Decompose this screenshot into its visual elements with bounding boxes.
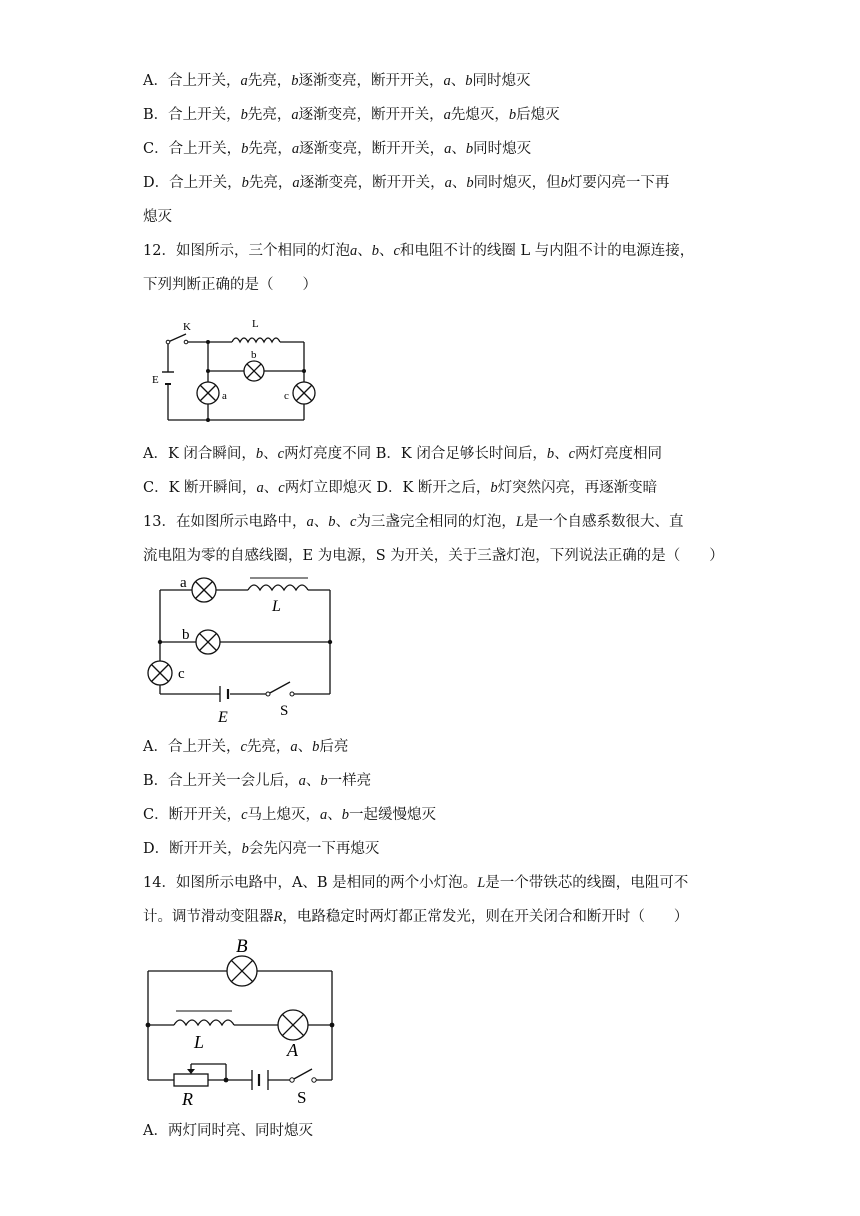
label-a: A — [287, 1040, 298, 1060]
q13-circuit-diagram — [140, 570, 340, 730]
lamp-b-icon — [227, 956, 257, 986]
label-a: a — [222, 390, 227, 402]
junction-dot — [146, 1023, 151, 1028]
q12-stem: 12．如图所示，三个相同的灯泡a、b、c和电阻不计的线圈 L 与内阻不计的电源连接， — [143, 243, 695, 259]
q13-stem: 13．在如图所示电路中，a、b、c为三盏完全相同的灯泡，L是一个自感系数很大、直 — [143, 514, 684, 530]
q14-stem: 14．如图所示电路中，A、B 是相同的两个小灯泡。L是一个带铁芯的线圈，电阻可不 — [143, 875, 689, 891]
q13-option-c: C．断开开关，c马上熄灭，a、b一起缓慢熄灭 — [143, 807, 437, 823]
rheostat-arrow-icon — [187, 1069, 195, 1074]
lamp-b-icon — [244, 361, 264, 381]
q13-stem-continued: 流电阻为零的自感线圈，E 为电源，S 为开关，关于三盏灯泡，下列说法正确的是（ ） — [143, 548, 724, 564]
switch-contact-icon — [290, 1078, 294, 1082]
junction-dot — [302, 369, 306, 373]
q11-option-d-continued: 熄灭 — [143, 209, 172, 225]
q11-option-a: A．合上开关，a先亮，b逐渐变亮，断开开关，a、b同时熄灭 — [143, 73, 531, 89]
label-b: b — [251, 349, 257, 361]
label-c: c — [178, 666, 185, 682]
label-l: L — [194, 1032, 205, 1052]
q13-option-b: B．合上开关一会儿后，a、b一样亮 — [143, 773, 372, 789]
junction-dot — [206, 369, 210, 373]
switch-contact-icon — [184, 340, 188, 344]
q12-circuit-diagram — [140, 310, 330, 425]
label-l: L — [252, 318, 259, 330]
label-s: S — [297, 1088, 307, 1105]
label-l: L — [272, 598, 281, 615]
q12-options-cd: C．K 断开瞬间，a、c两灯立即熄灭 D．K 断开之后，b灯突然闪亮，再逐渐变暗 — [143, 480, 658, 496]
lamp-a-icon — [278, 1010, 308, 1040]
lamp-b-icon — [196, 630, 220, 654]
junction-dot — [206, 340, 210, 344]
label-r: R — [182, 1089, 193, 1105]
q11-option-d: D．合上开关，b先亮，a逐渐变亮，断开开关，a、b同时熄灭，但b灯要闪亮一下再 — [143, 175, 670, 191]
label-b: b — [182, 627, 190, 643]
q14-stem-continued: 计。调节滑动变阻器R，电路稳定时两灯都正常发光，则在开关闭合和断开时（ ） — [143, 909, 689, 925]
switch-contact-icon — [266, 692, 270, 696]
label-e: E — [218, 709, 228, 726]
lamp-a-icon — [192, 578, 216, 602]
label-k: K — [183, 321, 191, 333]
q11-option-c: C．合上开关，b先亮，a逐渐变亮，断开开关，a、b同时熄灭 — [143, 141, 532, 157]
switch-contact-icon — [166, 340, 170, 344]
lamp-a-icon — [197, 382, 219, 404]
rheostat-icon — [174, 1074, 208, 1086]
lamp-c-icon — [148, 661, 172, 685]
q14-option-a: A．两灯同时亮、同时熄灭 — [143, 1123, 313, 1139]
q11-option-b: B．合上开关，b先亮，a逐渐变亮，断开开关，a先熄灭，b后熄灭 — [143, 107, 560, 123]
lamp-c-icon — [293, 382, 315, 404]
q12-stem-continued: 下列判断正确的是（ ） — [143, 277, 317, 293]
label-c: c — [284, 390, 289, 402]
junction-dot — [224, 1078, 229, 1083]
junction-dot — [158, 640, 162, 644]
switch-contact-icon — [290, 692, 294, 696]
switch-contact-icon — [312, 1078, 316, 1082]
junction-dot — [206, 418, 210, 422]
q13-option-d: D．断开开关，b会先闪亮一下再熄灭 — [143, 841, 380, 857]
label-a: a — [180, 575, 187, 591]
q14-circuit-diagram — [140, 935, 350, 1105]
junction-dot — [328, 640, 332, 644]
q13-option-a: A．合上开关，c先亮，a、b后亮 — [143, 739, 349, 755]
junction-dot — [330, 1023, 335, 1028]
label-e: E — [152, 374, 159, 386]
label-s: S — [280, 703, 289, 719]
label-b: B — [236, 936, 248, 957]
q12-options-ab: A．K 闭合瞬间，b、c两灯亮度不同 B．K 闭合足够长时间后，b、c两灯亮度相同 — [143, 446, 663, 462]
